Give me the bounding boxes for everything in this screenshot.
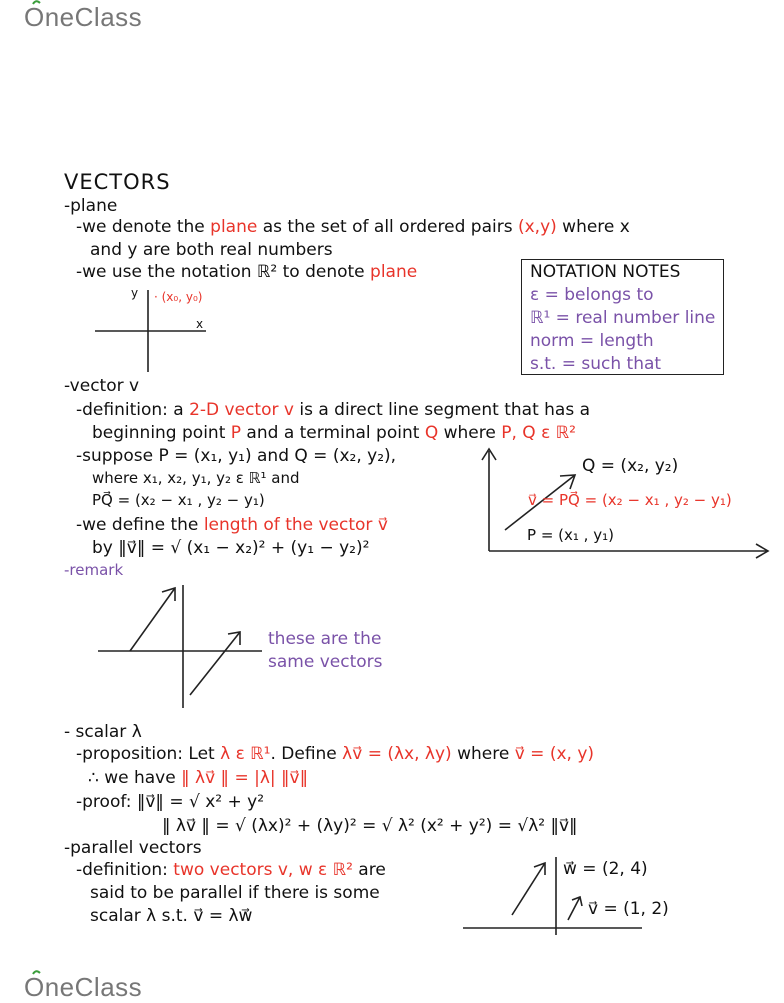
parallel-definition-1 — [76, 860, 386, 880]
vector-suppose-1: -suppose P = (x₁, y₁) and Q = (x₂, y₂), — [76, 446, 397, 466]
scalar-prop-2a: ∴ we have — [88, 768, 182, 788]
vector-diagram-p: P = (x₁ , y₁) — [527, 526, 614, 544]
vector-length-1b: length of the vector v⃗ — [203, 515, 388, 535]
remark-vector-2 — [190, 632, 240, 695]
parallel-heading: -parallel vectors — [64, 838, 202, 858]
notation-item-1: ε = belongs to — [530, 285, 654, 305]
remark-vector-1 — [130, 588, 175, 651]
plane-point-label: · (x₀, y₀) — [154, 290, 203, 304]
remark-note-2: same vectors — [268, 652, 383, 672]
remark-heading: -remark — [64, 561, 124, 579]
plane-line-3a: -we use the notation ℝ² to denote — [76, 262, 371, 282]
parallel-w-label: w⃗ = (2, 4) — [563, 859, 648, 879]
parallel-vector-v — [568, 897, 580, 920]
parallel-definition-3: scalar λ s.t. v⃗ = λw⃗ — [90, 906, 253, 926]
vector-def-2f: P, Q ε ℝ² — [501, 423, 576, 443]
scalar-heading: - scalar λ — [64, 722, 142, 742]
notation-item-4: s.t. = such that — [530, 354, 662, 374]
scalar-proof-1: -proof: ‖v⃗‖ = √ x² + y² — [76, 792, 265, 812]
plane-line-3 — [76, 262, 417, 282]
scalar-proof-2: ‖ λv⃗ ‖ = √ (λx)² + (λy)² = √ λ² (x² + y²) = √λ² ‖v⃗‖ — [162, 816, 578, 836]
vector-def-2c: and a terminal point — [241, 423, 425, 443]
vector-def-2b: P — [230, 423, 242, 443]
vector-suppose-3: PQ⃗ = (x₂ − x₁ , y₂ − y₁) — [92, 491, 265, 509]
ordered-pair: (x,y) — [517, 217, 557, 237]
vector-def-1a: -definition: a — [76, 400, 190, 420]
scalar-prop-1d: λv⃗ = (λx, λy) — [342, 744, 452, 764]
scalar-prop-1e: where — [451, 744, 515, 764]
vector-diagram-v: v⃗ = PQ⃗ = (x₂ − x₁ , y₂ − y₁) — [528, 491, 732, 509]
parallel-v-label: v⃗ = (1, 2) — [588, 899, 669, 919]
scalar-prop-1a: -proposition: Let — [76, 744, 221, 764]
vector-suppose-2: where x₁, x₂, y₁, y₂ ε ℝ¹ and — [92, 469, 300, 487]
vector-definition-2 — [92, 423, 576, 443]
parallel-definition-2: said to be parallel if there is some — [90, 883, 380, 903]
vector-diagram-q: Q = (x₂, y₂) — [582, 456, 679, 476]
plane-line-1 — [76, 217, 630, 237]
oneclass-logo-top: OneClass — [24, 2, 143, 32]
vector-length-1 — [76, 515, 388, 535]
notation-item-3: norm = length — [530, 331, 654, 351]
vector-def-1c: is a direct line segment that has a — [293, 400, 591, 420]
vector-heading: -vector v — [64, 376, 140, 396]
vector-length-2: by ‖v⃗‖ = √ (x₁ − x₂)² + (y₁ − y₂)² — [92, 538, 370, 558]
scalar-prop-2b: ‖ λv⃗ ‖ = |λ| ‖v⃗‖ — [181, 768, 309, 788]
vector-def-2d: Q — [424, 423, 439, 443]
plane-axis-x-label: x — [196, 317, 204, 331]
plane-word: plane — [210, 217, 258, 237]
notation-notes-title: NOTATION NOTES — [530, 262, 681, 282]
remark-note-1: these are the — [268, 629, 382, 649]
parallel-def-1b: two vectors v, w ε ℝ² — [173, 860, 353, 880]
parallel-def-1a: -definition: — [76, 860, 174, 880]
oneclass-logo-bottom: OneClass — [24, 972, 143, 1002]
notation-item-2: ℝ¹ = real number line — [530, 308, 716, 328]
plane-line-2: and y are both real numbers — [90, 240, 333, 260]
vector-def-2e: where — [438, 423, 502, 443]
scalar-prop-1c: . Define — [270, 744, 343, 764]
plane-heading: -plane — [64, 196, 118, 216]
plane-line-1e: where x — [556, 217, 630, 237]
plane-axis-y-label: y — [131, 286, 139, 300]
page-title: VECTORS — [64, 170, 171, 194]
plane-line-1a: -we denote the — [76, 217, 211, 237]
parallel-def-1c: are — [352, 860, 386, 880]
scalar-prop-1b: λ ε ℝ¹ — [220, 744, 271, 764]
vector-definition-1 — [76, 400, 590, 420]
scalar-proposition-1 — [76, 744, 594, 764]
vector-def-2a: beginning point — [92, 423, 231, 443]
vector-length-1a: -we define the — [76, 515, 204, 535]
plane-word-2: plane — [370, 262, 418, 282]
scalar-prop-1f: v⃗ = (x, y) — [514, 744, 595, 764]
plane-line-1c: as the set of all ordered pairs — [257, 217, 518, 237]
parallel-vector-w — [512, 863, 545, 915]
vector-def-1b: 2-D vector v — [189, 400, 294, 420]
scalar-proposition-2 — [88, 768, 308, 788]
